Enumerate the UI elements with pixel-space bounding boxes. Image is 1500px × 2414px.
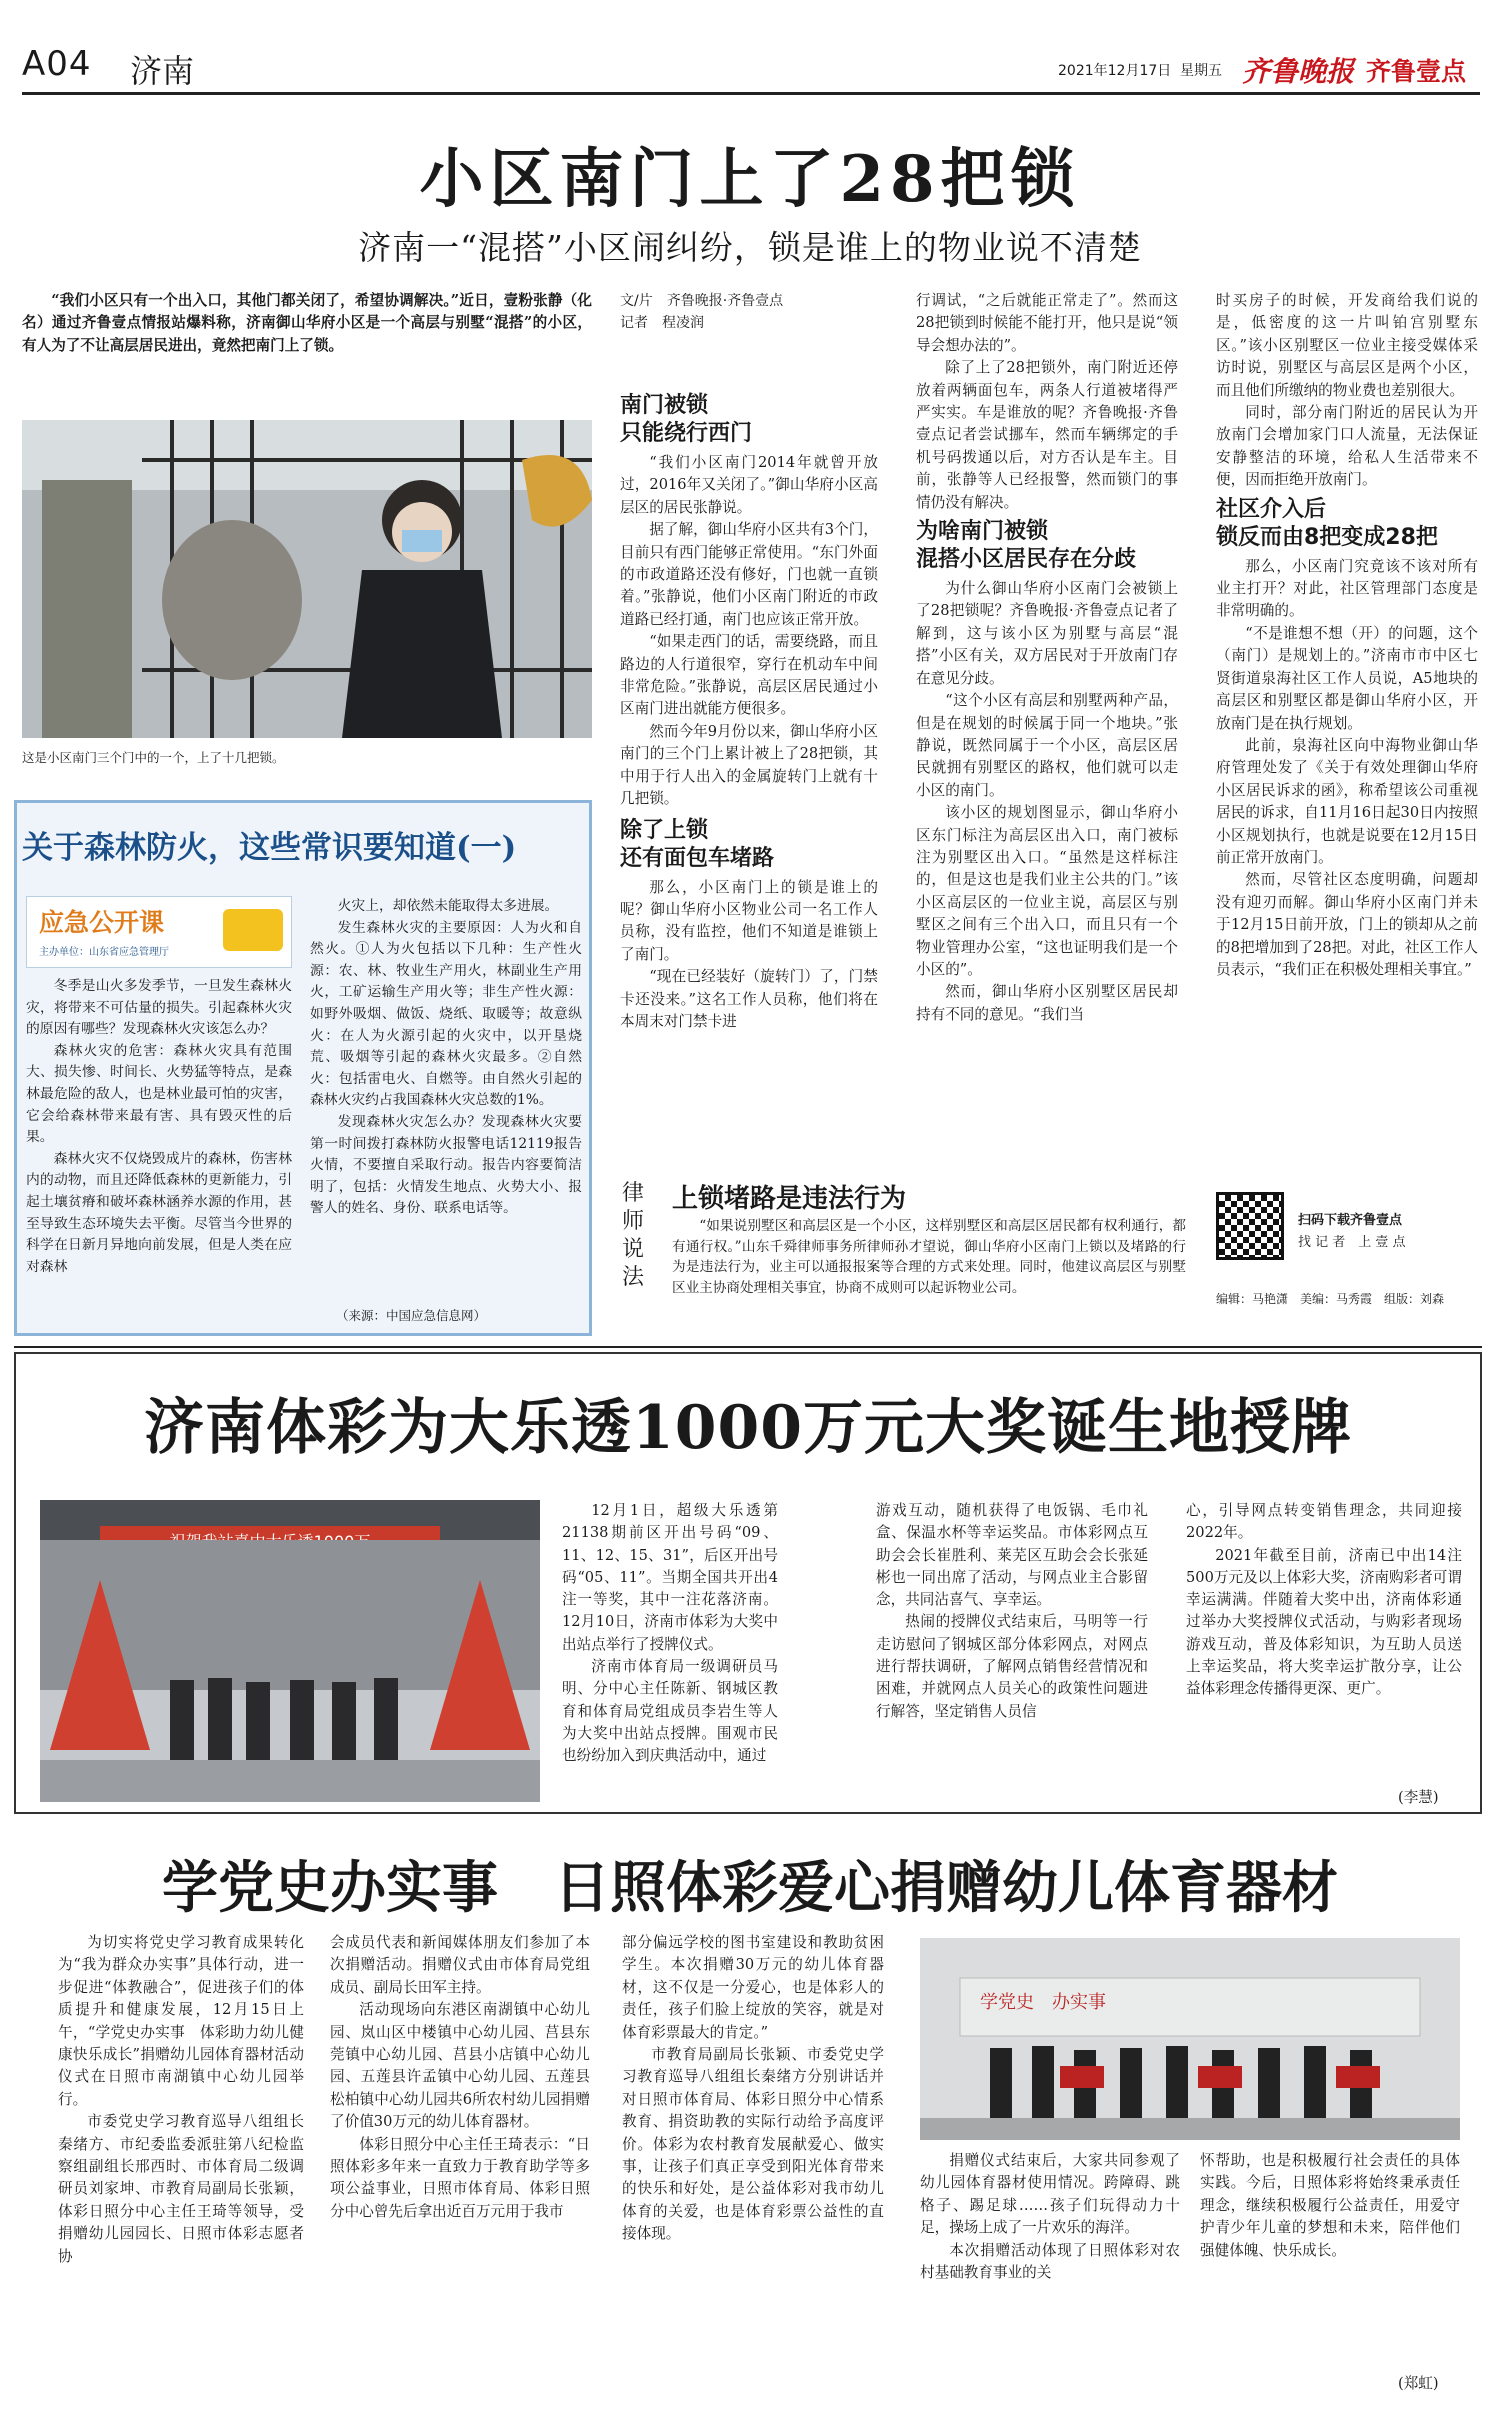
lawyer-label: 律师说法	[621, 1181, 644, 1290]
fire-source: （来源：中国应急信息网）	[336, 1308, 487, 1323]
brand-logo: 齐鲁晚报	[1242, 55, 1355, 88]
subhead-community: 社区介入后 锁反而由8把变成28把	[1216, 496, 1438, 550]
divider-1	[14, 1346, 1482, 1348]
story1-lead: “我们小区只有一个出入口，其他门都关闭了，希望协调解决。”近日，壹粉张静（化名）通过齐鲁壹点情报站爆料称，济南御山华府小区是一个高层与别墅“混搭”的小区，有人为了不让高层居民进出，竟然把南门上了锁。	[22, 292, 592, 354]
story1-byline	[620, 290, 878, 334]
lawyer-text: “如果说别墅区和高层区是一个小区，这样别墅区和高层区居民都有权利通行，都有通行权。”山东千舜律师事务所律师孙才望说，御山华府小区南门上锁以及堵路的行为是违法行为，业主可以通报报案等合理的方式来处理。同时，他建议高层区与别墅区业主协商处理相关事宜，协商不成则可以起诉物业公司。	[672, 1218, 1186, 1296]
brand-logo-app: 齐鲁壹点	[1366, 57, 1467, 86]
gate-photo-caption: 这是小区南门三个门中的一个，上了十几把锁。	[22, 750, 285, 765]
fire-safety-logo: 应急公开课	[39, 908, 165, 937]
fire-col-right: 火灾上，却依然未能取得太多进展。 发生森林火灾的主要原因：人为火和自然火。①人为火包括以下几种：生产性火源：农、林、牧业生产用火，林副业生产用火，工矿运输生产用火等；非生产性火源：如野外吸烟、做饭、烧纸、取暖等；故意纵火：在人为火源引起的火灾中，以开垦烧荒、吸烟等引起的森林火灾最多。②自然火：包括雷电火、自燃等。由自然火引起的森林火灾约占我国森林火灾总数的1%。 发现森林火灾怎么办？发现森林火灾要第一时间拨打森林防火报警电话12119报告火情，不要擅自采取行动。报告内容要简洁明了，包括：火情发生地点、火势大小、报警人的姓名、身份、联系电话等。	[310, 898, 582, 1217]
editor-credits: 编辑：马艳潇 美编：马秀霞 组版：刘森	[1216, 1292, 1445, 1306]
award-photo-graphic	[40, 1500, 540, 1802]
story1-title: 小区南门上了28把锁	[419, 142, 1081, 217]
story3-col1: 为切实将党史学习教育成果转化为“我为群众办实事”具体行动，进一步促进“体教融合”，促进孩子们的体质提升和健康发展，12月15日上午，“学党史办实事 体彩助力幼儿健康快乐成长”捐赠幼儿园体育器材活动仪式在日照市南湖镇中心幼儿园举行。 市委党史学习教育巡导八组组长秦绪方、市纪委监委派驻第八纪检监察组副组长邢西时、市体育局二级调研员刘家坤、市教育局副局长张颖，体彩日照分中心主任王琦等领导，受捐赠幼儿园园长、日照市体彩志愿者协	[58, 1934, 304, 2265]
story3-col4: 捐赠仪式结束后，大家共同参观了幼儿园体育器材使用情况。跨障碍、跳格子、踢足球……孩子们玩得动力十足，操场上成了一片欢乐的海洋。 本次捐赠活动体现了日照体彩对农村基础教育事业的关	[920, 2152, 1180, 2282]
fire-safety-host: 主办单位：山东省应急管理厅	[39, 947, 169, 958]
qr-text-line2: 找 记 者 上 壹 点	[1298, 1235, 1406, 1250]
donation-photo-graphic	[920, 1938, 1460, 2140]
story3-author: (郑虹)	[1398, 2375, 1439, 2392]
qr-code[interactable]	[1216, 1192, 1284, 1260]
subhead-van: 除了上锁 还有面包车堵路	[620, 817, 775, 871]
gate-photo	[22, 420, 592, 738]
byline-source: 文/片 齐鲁晚报·齐鲁壹点	[620, 293, 784, 309]
story2-col3: 心，引导网点转变销售理念，共同迎接2022年。 2021年截至目前，济南已中出14注500万元及以上体彩大奖，济南购彩者可谓幸运满满。伴随着大奖中出，济南体彩通过举办大奖授牌仪式活动，与购彩者现场游戏互动，普及体彩知识，为互助人员送上幸运奖品，将大奖幸运扩散分享，让公益体彩理念传播得更深、更广。	[1186, 1502, 1462, 1698]
issue-weekday: 星期五	[1180, 63, 1222, 79]
page-header	[22, 40, 1480, 100]
story2-title: 济南体彩为大乐透1000万元大奖诞生地授牌	[144, 1393, 1352, 1463]
subhead-south-gate: 南门被锁 只能绕行西门	[620, 393, 753, 446]
story3-col5: 怀帮助，也是积极履行社会责任的具体实践。今后，日照体彩将始终秉承责任理念，继续积极履行公益责任，用爱守护青少年儿童的梦想和未来，陪伴他们强健体魄、快乐成长。	[1200, 2152, 1460, 2259]
story1-col3: 行调试，“之后就能正常走了”。然而这28把锁到时候能不能打开，他只是说“领导会想办法的”。 除了上了28把锁外，南门附近还停放着两辆面包车，两条人行道被堵得严严实实。车是谁放的呢？齐鲁晚报·齐鲁壹点记者尝试挪车，然而车辆绑定的手机号码拨通以后，对方否认是车主。目前，张静等人已经报警，然而锁门的事情仍没有解决。 为啥南门被锁 混搭小区居民存在分歧 为什么御山华府小区南门会被锁上了28把锁呢？齐鲁晚报·齐鲁壹点记者了解到，这与该小区为别墅与高层“混搭”小区有关，双方居民对于开放南门存在意见分歧。 “这个小区有高层和别墅两种产品，但是在规划的时候属于同一个地块。”张静说，既然同属于一个小区，高层区居民就拥有别墅区的路权，他们就可以走小区的南门。 该小区的规划图显示，御山华府小区东门标注为高层区出入口，南门被标注为别墅区出入口。“虽然是这样标注的，但是这也是我们业主公共的门。”该小区高层区的一位业主说，高层区与别墅区之间有三个出入口，而且只有一个物业管理办公室，“这也证明我们是一个小区的”。 然而，御山华府小区别墅区居民却持有不同的意见。“我们当	[916, 292, 1178, 1023]
fire-truck-icon	[223, 909, 283, 951]
qr-text-line1: 扫码下载齐鲁壹点	[1298, 1213, 1403, 1228]
subhead-disagreement: 为啥南门被锁 混搭小区居民存在分歧	[916, 519, 1137, 573]
story2-author: (李慧)	[1398, 1789, 1439, 1806]
fire-col-left: 冬季是山火多发季节，一旦发生森林火灾，将带来不可估量的损失。引起森林火灾的原因有哪些？发现森林火灾该怎么办？ 森林火灾的危害：森林火灾具有范围大、损失惨、时间长、火势猛等特点，是森林最危险的敌人，也是林业最可怕的灾害，它会给森林带来最有害、具有毁灭性的后果。 森林火灾不仅烧毁成片的森林，伤害林内的动物，而且还降低森林的更新能力，引起土壤贫瘠和破坏森林涵养水源的作用，甚至导致生态环境失去平衡。尽管当今世界的科学在日新月异地向前发展，但是人类在应对森林	[26, 978, 292, 1275]
donation-banner-text: 学党史 办实事	[980, 1992, 1106, 2013]
qr-text	[1298, 1210, 1406, 1254]
story2-col1: 12月1日，超级大乐透第21138期前区开出号码“09、11、12、15、31”，后区开出号码“05、11”。当期全国共开出4注一等奖，其中一注花落济南。12月10日，济南市体彩为大奖中出站点举行了授牌仪式。 济南市体育局一级调研员马明、分中心主任陈新、钢城区教育和体育局党组成员李岩生等人为大奖中出站点授牌。围观市民也纷纷加入到庆典活动中，通过	[562, 1502, 778, 1765]
page-number: A04	[22, 44, 92, 84]
story1-col4: 时买房子的时候，开发商给我们说的是，低密度的这一片叫铂宫别墅东区。”该小区别墅区一位业主接受媒体采访时说，别墅区与高层区是两个小区，而且他们所缴纳的物业费也差别很大。 同时，部分南门附近的居民认为开放南门会增加家门口人流量，无法保证安静整洁的环境，给私人生活带来不便，因而拒绝开放南门。 社区介入后 锁反而由8把变成28把 那么，小区南门究竟该不该对所有业主打开？对此，社区管理部门态度是非常明确的。 “不是谁想不想（开）的问题，这个（南门）是规划上的。”济南市市中区七贤街道泉海社区工作人员说，A5地块的高层区和别墅区都是御山华府小区，开放南门是在执行规划。 此前，泉海社区向中海物业御山华府管理处发了《关于有效处理御山华府小区居民诉求的函》，称希望该公司重视居民的诉求，自11月16日起30日内按照小区规划执行，也就是说要在12月15日前正常开放南门。 然而，尽管社区态度明确，问题却没有迎刃而解。御山华府小区南门并未于12月15日前开放，门上的锁却从之前的8把增加到了28把。对此，社区工作人员表示，“我们正在积极处理相关事宜。”	[1216, 292, 1478, 978]
section-name: 济南	[130, 52, 195, 90]
story3-title: 学党史办实事 日照体彩爱心捐赠幼儿体育器材	[162, 1855, 1338, 1921]
story3-col2: 会成员代表和新闻媒体朋友们参加了本次捐赠活动。捐赠仪式由市体育局党组成员、副局长田军主持。 活动现场向东港区南湖镇中心幼儿园、岚山区中楼镇中心幼儿园、莒县东莞镇中心幼儿园、莒县小店镇中心幼儿园、五莲县许孟镇中心幼儿园、五莲县松柏镇中心幼儿园共6所农村幼儿园捐赠了价值30万元的幼儿体育器材。 体彩日照分中心主任王琦表示：“日照体彩多年来一直致力于教育助学等多项公益事业，日照市体育局、体彩日照分中心曾先后拿出近百万元用于我市	[330, 1934, 590, 2220]
story2-col2: 游戏互动，随机获得了电饭锅、毛巾礼盒、保温水杯等幸运奖品。市体彩网点互助会会长崔胜利、莱芜区互助会会长张延彬也一同出席了活动，与网点业主合影留念，共同沾喜气、享幸运。 热闹的授牌仪式结束后，马明等一行走访慰问了钢城区部分体彩网点，对网点进行帮扶调研，了解网点销售经营情况和困难，并就网点人员关心的政策性问题进行解答，坚定销售人员信	[876, 1502, 1148, 1720]
story3-col3: 部分偏远学校的图书室建设和教助贫困学生。本次捐赠30万元的幼儿体育器材，这不仅是一分爱心，也是体彩人的责任，孩子们脸上绽放的笑容，就是对体育彩票最大的肯定。” 市教育局副局长张颖、市委党史学习教育巡导八组组长秦绪方分别讲话并对日照市体育局、体彩日照分中心情系教育、捐资助教的实际行动给予高度评价。体彩为农村教育发展献爱心、做实事，让孩子们真正享受到阳光体育带来的快乐和好处，是公益体彩对我市幼儿体育的关爱，也是体育彩票公益性的直接体现。	[622, 1934, 884, 2243]
award-photo	[40, 1500, 540, 1802]
issue-date: 2021年12月17日	[1058, 63, 1172, 79]
gate-photo-graphic	[22, 420, 592, 738]
fire-safety-logo-box	[26, 896, 292, 968]
donation-photo	[920, 1938, 1460, 2140]
story1-subtitle: 济南一“混搭”小区闹纠纷，锁是谁上的物业说不清楚	[358, 228, 1142, 267]
fire-safety-title: 关于森林防火，这些常识要知道(一)	[22, 830, 517, 866]
header-rule	[22, 92, 1480, 95]
lawyer-title: 上锁堵路是违法行为	[672, 1184, 907, 1214]
story1-col2: 南门被锁 只能绕行西门 “我们小区南门2014年就曾开放过，2016年又关闭了。”御山华府小区高层区的居民张静说。 据了解，御山华府小区共有3个门，目前只有西门能够正常使用。“东门外面的市政道路还没有修好，门也就一直锁着。”张静说，他们小区南门附近的市政道路已经打通，南门也应该正常开放。 “如果走西门的话，需要绕路，而且路边的人行道很窄，穿行在机动车中间非常危险。”张静说，高层区居民通过小区南门进出就能方便很多。 然而今年9月份以来，御山华府小区南门的三个门上累计被上了28把锁，其中用于行人出入的金属旋转门上就有十几把锁。 除了上锁 还有面包车堵路 那么，小区南门上的锁是谁上的呢？御山华府小区物业公司一名工作人员称，没有监控，他们不知道是谁锁上了南门。 “现在已经装好（旋转门）了，门禁卡还没来。”这名工作人员称，他们将在本周末对门禁卡进	[620, 393, 878, 1030]
byline-reporter: 记者 程凌润	[620, 315, 704, 331]
